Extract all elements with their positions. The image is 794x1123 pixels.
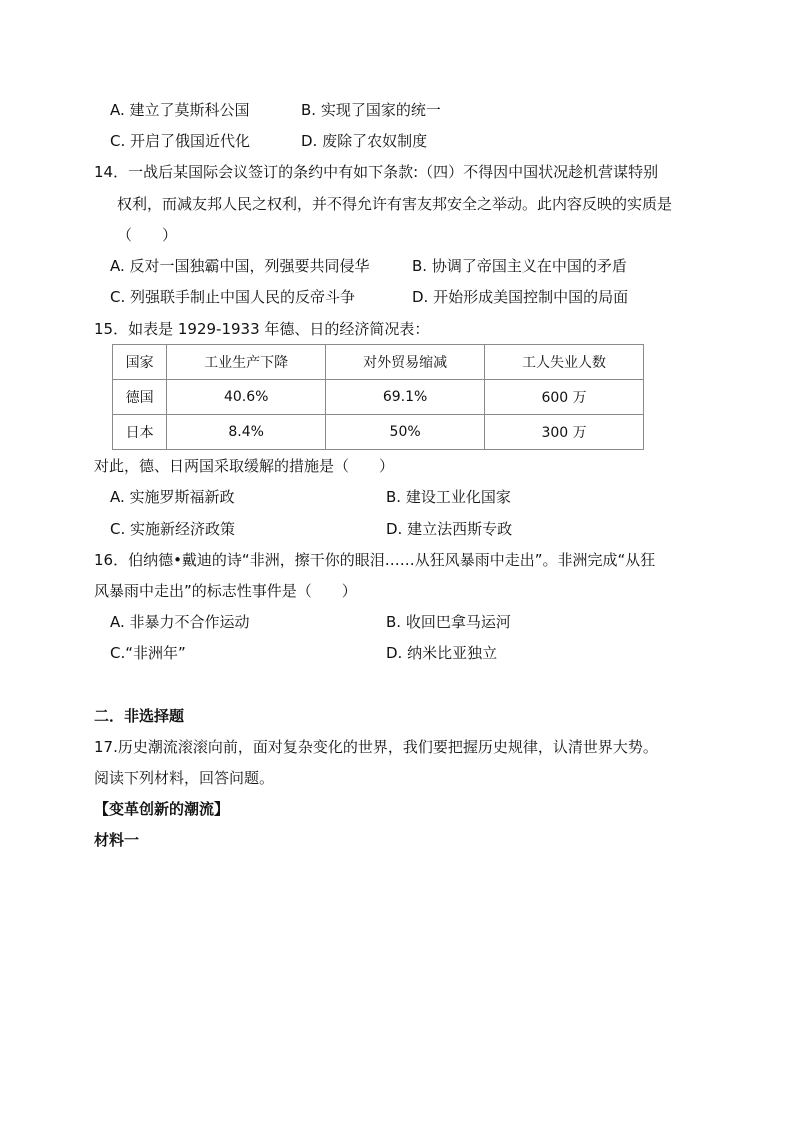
table-header-row	[113, 345, 644, 380]
table-cell: 日本	[113, 415, 167, 450]
material-label: 材料一	[94, 831, 140, 849]
table-header-cell: 工业生产下降	[167, 345, 326, 380]
q17-stem-line2: 阅读下列材料，回答问题。	[94, 769, 275, 787]
q15-option-c: C. 实施新经济政策	[110, 520, 236, 538]
table-cell: 8.4%	[167, 415, 326, 450]
table-row	[113, 380, 644, 415]
table-header-cell: 工人失业人数	[485, 345, 644, 380]
q14-option-a: A. 反对一国独霸中国，列强要共同侵华	[110, 257, 370, 275]
q13-option-c: C. 开启了俄国近代化	[110, 132, 251, 150]
q14-stem-line1: 14．一战后某国际会议签订的条约中有如下条款:（四）不得因中国状况趁机营谋特别	[94, 163, 659, 181]
q13-option-b: B. 实现了国家的统一	[301, 101, 441, 119]
q14-stem-line2: 权利，而减友邦人民之权利，并不得允许有害友邦安全之举动。此内容反映的实质是	[117, 195, 673, 213]
q16-option-d: D. 纳米比亚独立	[386, 644, 498, 662]
table-header-cell: 国家	[113, 345, 167, 380]
table-header-cell: 对外贸易缩减	[326, 345, 485, 380]
table-row	[113, 415, 644, 450]
table-cell: 德国	[113, 380, 167, 415]
q13-option-a: A. 建立了莫斯科公国	[110, 101, 250, 119]
table-cell: 50%	[326, 415, 485, 450]
q15-option-a: A. 实施罗斯福新政	[110, 488, 235, 506]
q16-stem-line1: 16．伯纳德•戴迪的诗“非洲，擦干你的眼泪……从狂风暴雨中走出”。非洲完成“从狂	[94, 551, 656, 569]
table-cell: 40.6%	[167, 380, 326, 415]
q14-answer-bracket: （ ）	[117, 226, 178, 244]
q15-option-d: D. 建立法西斯专政	[386, 520, 513, 538]
q14-option-d: D. 开始形成美国控制中国的局面	[412, 288, 629, 306]
table-cell: 300 万	[485, 415, 644, 450]
q16-option-c: C.“非洲年”	[110, 644, 186, 662]
q15-option-b: B. 建设工业化国家	[386, 488, 511, 506]
q16-option-b: B. 收回巴拿马运河	[386, 613, 511, 631]
subheading: 【变革创新的潮流】	[94, 800, 230, 818]
q15-question: 对此，德、日两国采取缓解的措施是（ ）	[94, 457, 395, 475]
economy-table	[112, 344, 644, 450]
q14-option-b: B. 协调了帝国主义在中国的矛盾	[412, 257, 627, 275]
q15-stem: 15．如表是 1929-1933 年德、日的经济简况表：	[94, 320, 430, 338]
section-title: 二．非选择题	[94, 707, 185, 725]
q13-option-d: D. 废除了农奴制度	[301, 132, 428, 150]
table-cell: 600 万	[485, 380, 644, 415]
q16-option-a: A. 非暴力不合作运动	[110, 613, 250, 631]
q14-option-c: C. 列强联手制止中国人民的反帝斗争	[110, 288, 356, 306]
q16-stem-line2: 风暴雨中走出”的标志性事件是（ ）	[94, 582, 357, 600]
table-cell: 69.1%	[326, 380, 485, 415]
q17-stem-line1: 17.历史潮流滚滚向前，面对复杂变化的世界，我们要把握历史规律，认清世界大势。	[94, 738, 658, 756]
